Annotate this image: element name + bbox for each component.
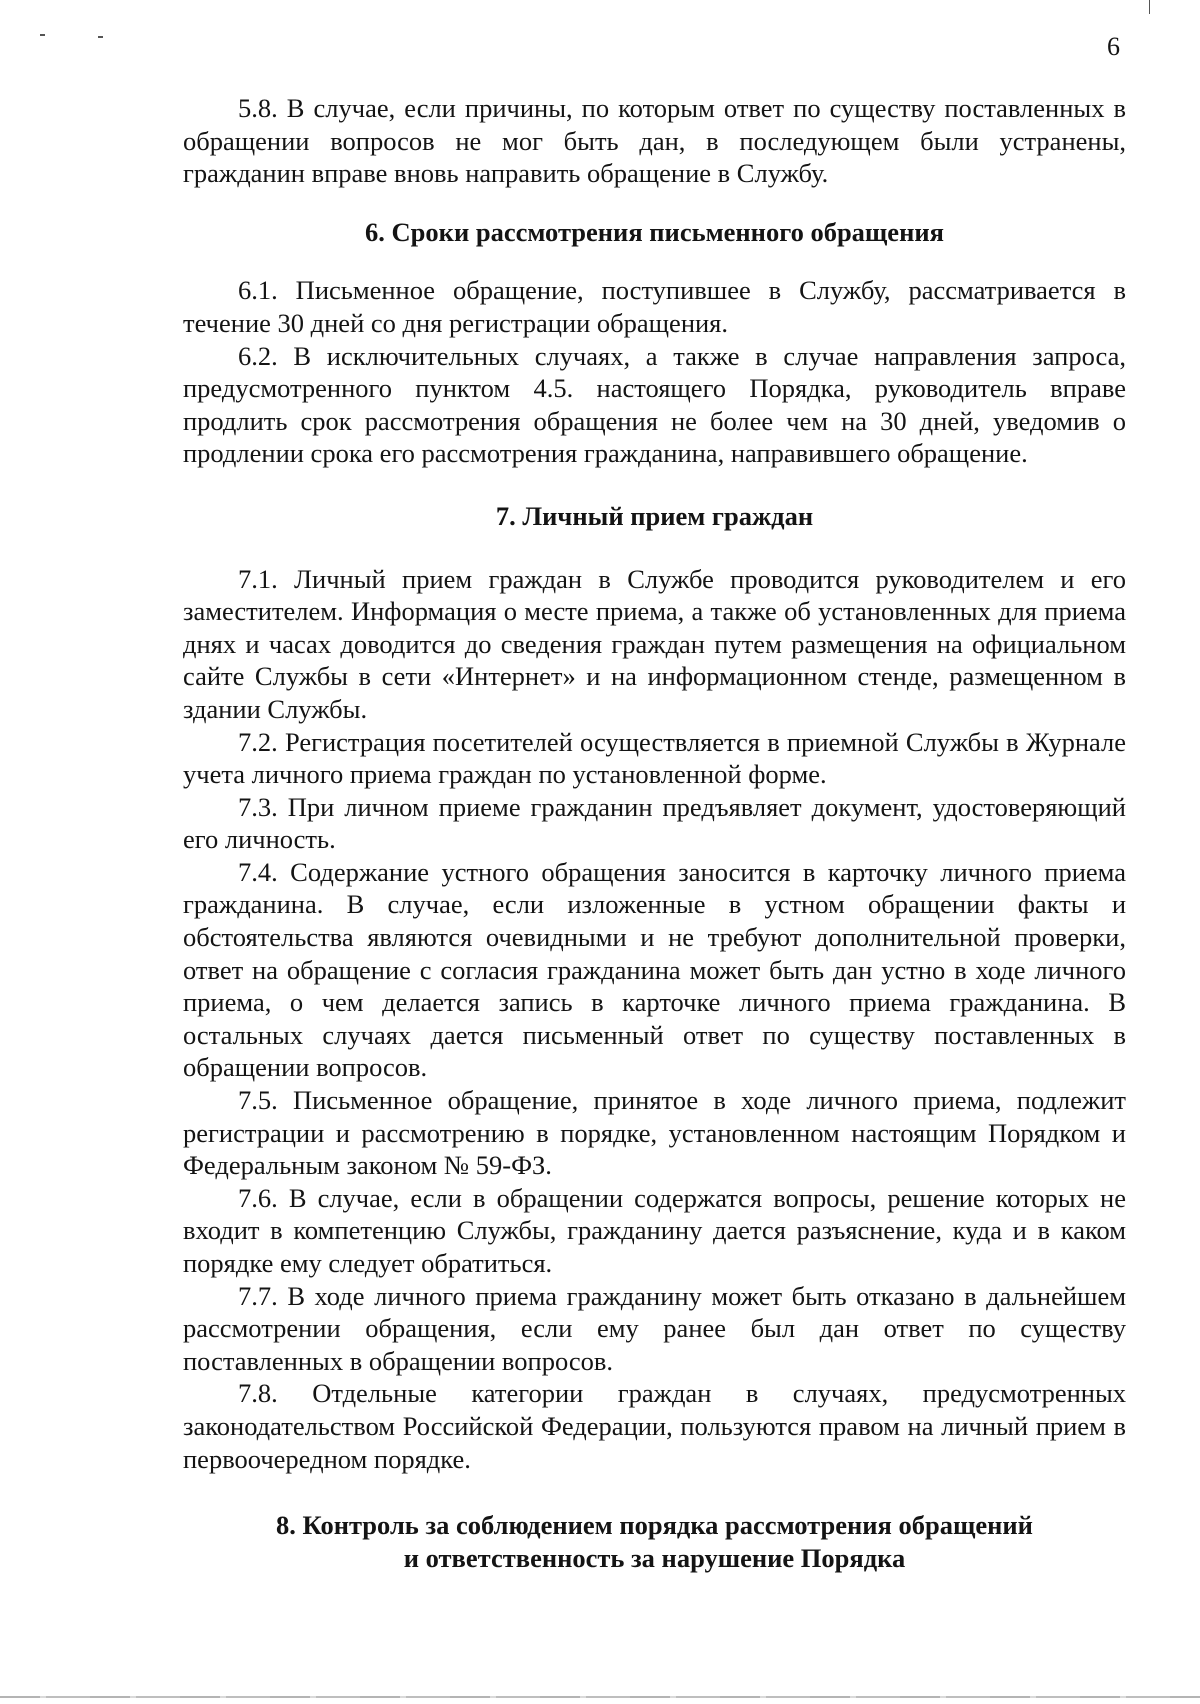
scan-speck [1149, 0, 1150, 14]
paragraph-7-4: 7.4. Содержание устного обращения заносится в карточку личного приема гражданина. В случае, если изложенные в устном обращении факты и обстоятельства являются очевидными и не требуют дополнительной проверки, ответ на обращение с согласия гражданина может быть дан устно в ходе личного приема, о чем делается запись в карточке личного приема гражданина. В остальных случаях дается письменный ответ по существу поставленных в обращении вопросов. [183, 856, 1126, 1083]
scan-bottom-edge [0, 1696, 1200, 1698]
section-8-heading-line-2: и ответственность за нарушение Порядка [403, 1542, 906, 1573]
paragraph-7-6: 7.6. В случае, если в обращении содержатся вопросы, решение которых не входит в компетенцию Службы, гражданину дается разъяснение, куда и в каком порядке ему следует обратиться. [183, 1182, 1126, 1278]
scan-speck [40, 34, 45, 36]
paragraph-7-3: 7.3. При личном приеме гражданин предъявляет документ, удостоверяющий его личность. [183, 791, 1126, 855]
paragraph-6-1: 6.1. Письменное обращение, поступившее в Службу, рассматривается в течение 30 дней со дня регистрации обращения. [183, 275, 1126, 338]
section-8-heading [183, 1509, 1126, 1574]
section-8-heading-line-1: 8. Контроль за соблюдением порядка рассмотрения обращений [276, 1510, 1033, 1541]
paragraph-7-5: 7.5. Письменное обращение, принятое в ходе личного приема, подлежит регистрации и рассмотрению в порядке, установленном настоящим Порядком и Федеральным законом № 59-ФЗ. [183, 1085, 1126, 1181]
paragraph-7-1: 7.1. Личный прием граждан в Службе проводится руководителем и его заместителем. Информация о месте приема, а также об установленных для приема днях и часах доводится до сведения граждан путем размещения на официальном сайте Службы в сети «Интернет» и на информационном стенде, размещенном в здании Службы. [183, 563, 1126, 724]
paragraph-7-8: 7.8. Отдельные категории граждан в случаях, предусмотренных законодательством Российской Федерации, пользуются правом на личный прием в первоочередном порядке. [183, 1378, 1126, 1474]
paragraph-5-8: 5.8. В случае, если причины, по которым ответ по существу поставленных в обращении вопросов не мог быть дан, в последующем были устранены, гражданин вправе вновь направить обращение в Службу. [183, 93, 1126, 189]
page-number: 6 [1107, 32, 1120, 61]
scan-speck [98, 36, 103, 38]
paragraph-7-2: 7.2. Регистрация посетителей осуществляется в приемной Службы в Журнале учета личного приема граждан по установленной форме. [183, 726, 1126, 790]
paragraph-6-2: 6.2. В исключительных случаях, а также в случае направления запроса, предусмотренного пунктом 4.5. настоящего Порядка, руководитель вправе продлить срок рассмотрения обращения не более чем на 30 дней, уведомив о продлении срока его рассмотрения гражданина, направившего обращение. [183, 340, 1126, 469]
document-body [183, 92, 1126, 1574]
paragraph-7-7: 7.7. В ходе личного приема гражданину может быть отказано в дальнейшем рассмотрении обращения, если ему ранее был дан ответ по существу поставленных в обращении вопросов. [183, 1280, 1126, 1376]
section-7-heading: 7. Личный прием граждан [495, 500, 814, 531]
section-6-heading: 6. Сроки рассмотрения письменного обращения [365, 216, 944, 247]
